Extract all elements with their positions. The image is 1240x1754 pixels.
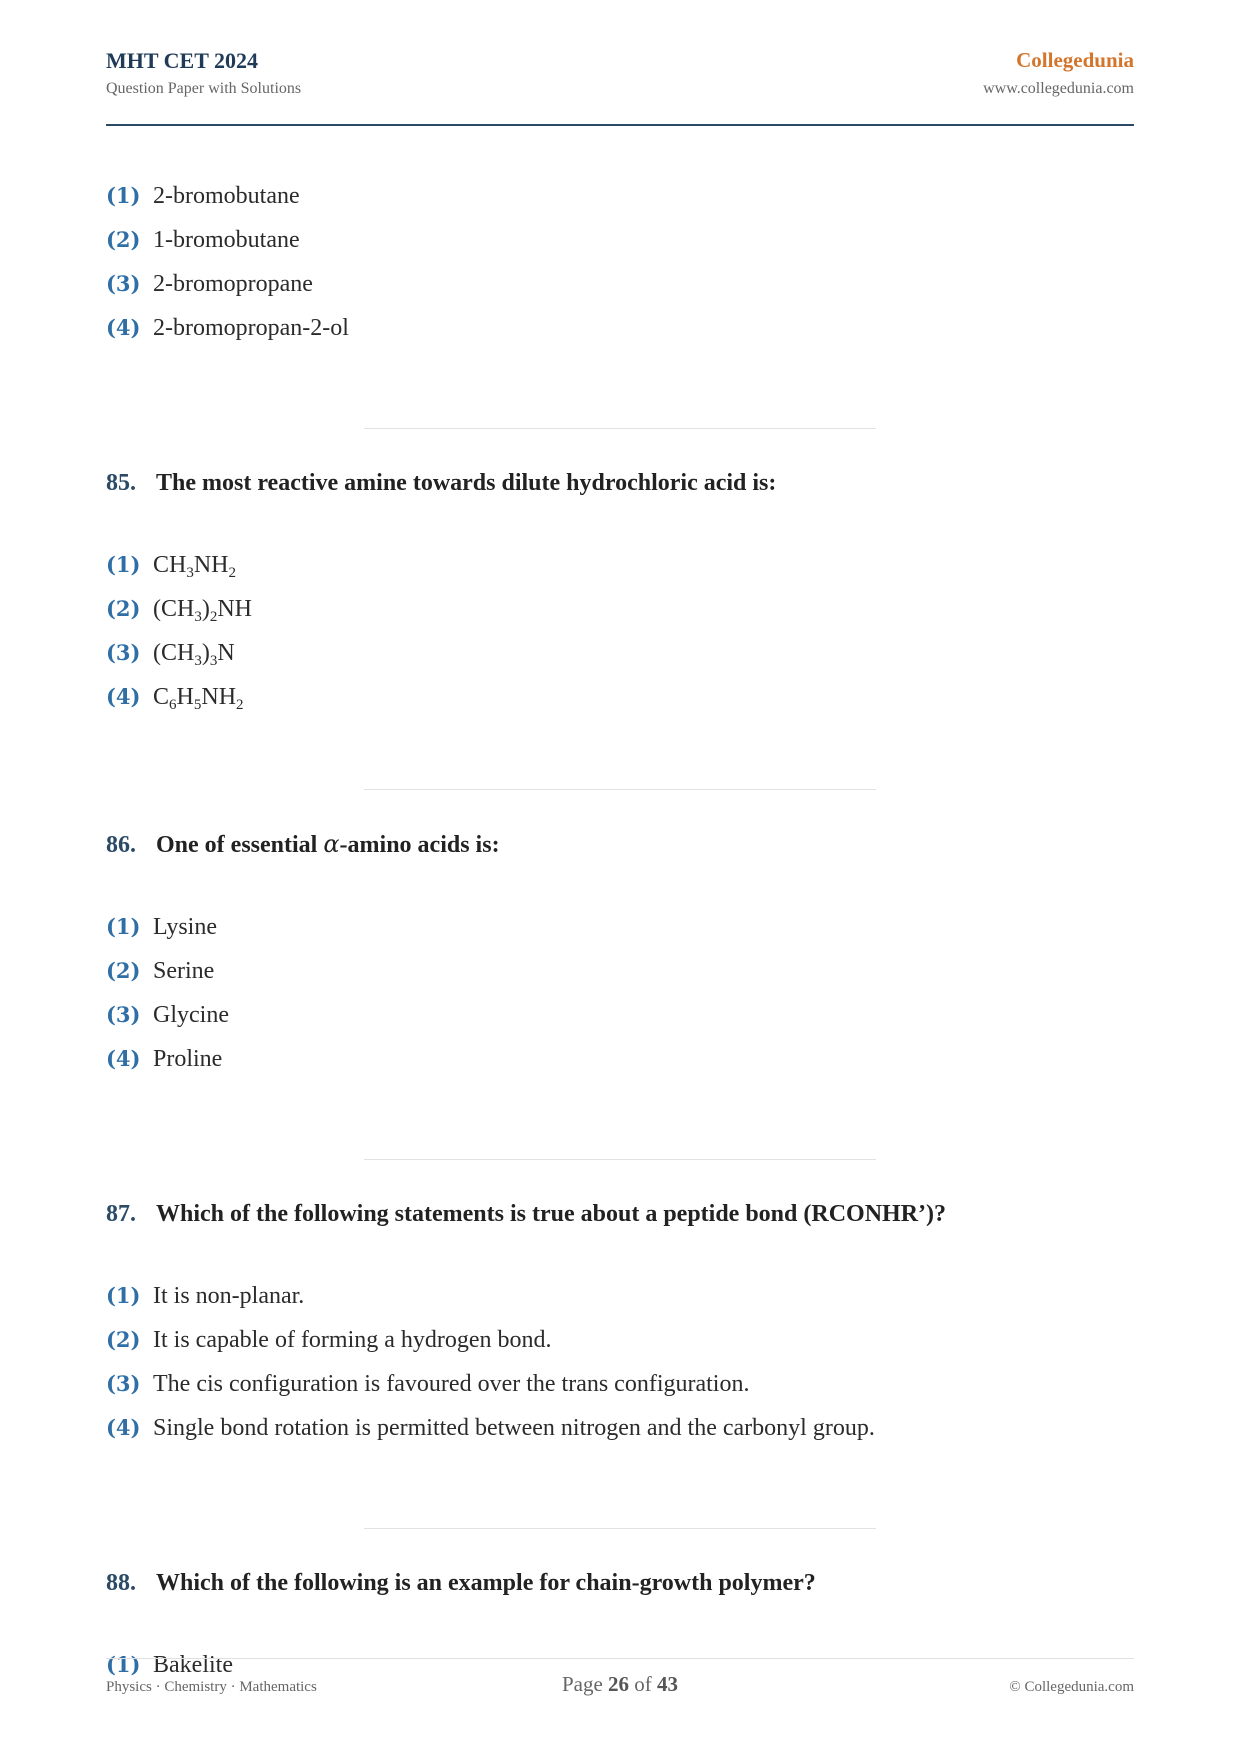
- option-formula: $(CH_3)_2NH$: [153, 596, 253, 625]
- brand-url: www.collegedunia.com: [983, 80, 1134, 97]
- option-formula: $C_6H_5NH_2$: [153, 684, 244, 713]
- option-number: (4): [106, 1046, 141, 1071]
- option-formula: $CH_3NH_2$: [153, 552, 237, 581]
- option-number: (2): [106, 1327, 141, 1352]
- option-number: (2): [106, 958, 141, 983]
- option-item: [106, 949, 1134, 993]
- option-text: 2-bromobutane: [153, 183, 300, 209]
- question-86: [106, 828, 1134, 1081]
- question-text: Which of the following is an example for chain-growth polymer?: [156, 1570, 816, 1596]
- option-number: (2): [106, 227, 141, 252]
- exam-title: MHT CET 2024: [106, 48, 258, 73]
- option-text: Lysine: [153, 914, 217, 940]
- option-text: 1-bromobutane: [153, 227, 300, 253]
- page-header: [106, 44, 1134, 126]
- option-item: [106, 1318, 1134, 1362]
- question-stem: [106, 828, 1134, 861]
- option-item: [106, 1037, 1134, 1081]
- question-stem: [106, 1567, 1134, 1599]
- page-content: [106, 174, 1134, 1687]
- option-item: [106, 174, 1134, 218]
- option-formula: $(CH_3)_3N$: [153, 640, 235, 669]
- question-stem: [106, 1198, 1134, 1230]
- total-pages: 43: [657, 1672, 679, 1696]
- question-85: [106, 467, 1134, 719]
- option-number: (3): [106, 1002, 141, 1027]
- option-text: Bakelite: [153, 1652, 233, 1678]
- option-number: (3): [106, 1371, 141, 1396]
- option-item: [106, 262, 1134, 306]
- option-item: [106, 993, 1134, 1037]
- option-text: The cis configuration is favoured over the trans configuration.: [153, 1371, 750, 1397]
- option-text: Single bond rotation is permitted between nitrogen and the carbonyl group.: [153, 1415, 875, 1441]
- option-item: [106, 306, 1134, 350]
- current-page: 26: [608, 1672, 630, 1696]
- question-stem: [106, 467, 1134, 499]
- option-item: [106, 587, 1134, 631]
- question-number: 88.: [106, 1570, 136, 1596]
- question-text: One of essential α-amino acids is:: [156, 830, 500, 858]
- exam-subtitle: Question Paper with Solutions: [106, 80, 302, 97]
- option-number: (1): [106, 914, 141, 939]
- option-item: [106, 905, 1134, 949]
- option-text: 2-bromopropane: [153, 271, 313, 297]
- option-number: (2): [106, 596, 141, 621]
- option-number: (3): [106, 271, 141, 296]
- option-text: It is non-planar.: [153, 1283, 305, 1309]
- option-item: [106, 675, 1134, 719]
- option-item: [106, 218, 1134, 262]
- option-item: [106, 543, 1134, 587]
- option-number: (1): [106, 552, 141, 577]
- option-number: (1): [106, 183, 141, 208]
- brand-name: Collegedunia: [1016, 48, 1134, 72]
- option-item: [106, 1274, 1134, 1318]
- option-item: [106, 1406, 1134, 1450]
- previous-question-options: [106, 174, 1134, 350]
- page-number: Page 26 of 43: [561, 1672, 679, 1696]
- option-number: (1): [106, 1652, 141, 1677]
- option-item: [106, 631, 1134, 675]
- option-text: Proline: [153, 1046, 223, 1072]
- option-number: (3): [106, 640, 141, 665]
- footer-subjects: Physics · Chemistry · Mathematics: [106, 1679, 317, 1695]
- question-text: The most reactive amine towards dilute hydrochloric acid is:: [156, 470, 777, 496]
- alpha-symbol: α: [323, 830, 340, 858]
- question-number: 86.: [106, 832, 136, 858]
- option-text: It is capable of forming a hydrogen bond.: [153, 1327, 552, 1353]
- option-number: (4): [106, 684, 141, 709]
- question-text: Which of the following statements is true about a peptide bond (RCONHR’)?: [156, 1201, 947, 1227]
- option-item: [106, 1362, 1134, 1406]
- page-footer: [106, 1658, 1134, 1709]
- question-87: [106, 1198, 1134, 1450]
- option-text: 2-bromopropan-2-ol: [153, 315, 349, 341]
- option-text: Serine: [153, 958, 215, 984]
- footer-copyright: © Collegedunia.com: [1009, 1679, 1134, 1695]
- question-number: 85.: [106, 470, 136, 496]
- option-text: Glycine: [153, 1002, 229, 1028]
- option-number: (4): [106, 315, 141, 340]
- question-number: 87.: [106, 1201, 136, 1227]
- option-number: (1): [106, 1283, 141, 1308]
- option-number: (4): [106, 1415, 141, 1440]
